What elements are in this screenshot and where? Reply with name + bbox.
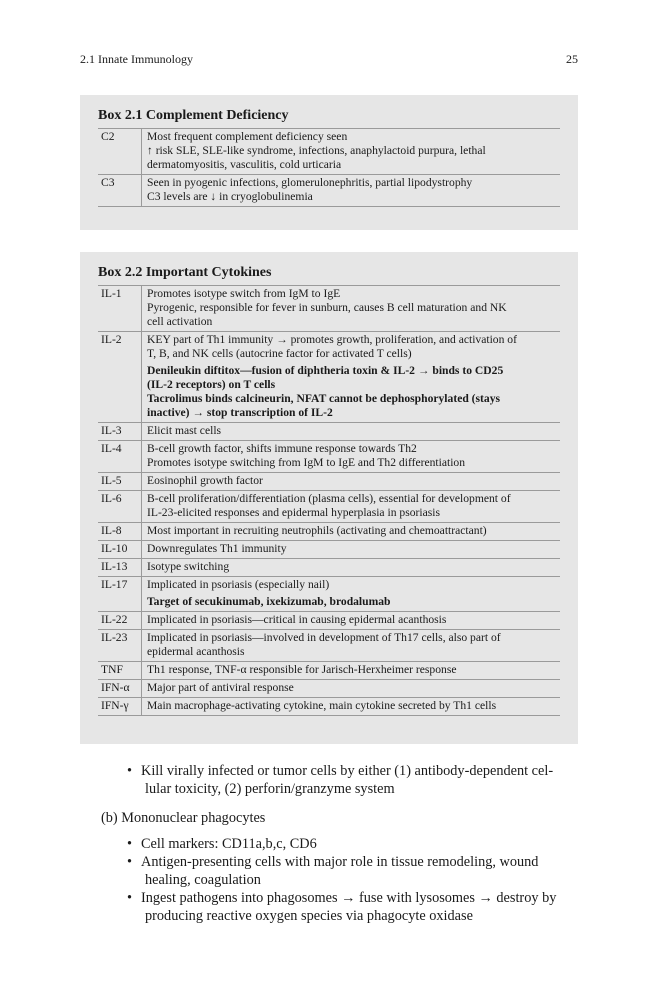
bullet-text: Kill virally infected or tumor cells by either (1) antibody-dependent cel- bbox=[141, 763, 554, 779]
description-line: B-cell growth factor, shifts immune response towards Th2 bbox=[147, 442, 417, 455]
box-title: Box 2.1 Complement Deficiency bbox=[98, 108, 289, 123]
description-line-bold: Tacrolimus binds calcineurin, NFAT cannot be dephosphorylated (stays bbox=[147, 392, 501, 405]
bullet-dot: • bbox=[127, 836, 133, 852]
table-row bbox=[98, 541, 560, 559]
description-line: T, B, and NK cells (autocrine factor for activated T cells) bbox=[147, 347, 412, 360]
description-line: cell activation bbox=[147, 315, 213, 328]
description-line-bold: Target of secukinumab, ixekizumab, brodalumab bbox=[147, 595, 391, 608]
section-heading-mononuclear-phagocytes: (b) Mononuclear phagocytes bbox=[101, 810, 266, 826]
row-term: IL-22 bbox=[98, 612, 142, 630]
table-row bbox=[98, 473, 560, 491]
bullet-apc bbox=[127, 853, 579, 889]
row-term: IL-8 bbox=[98, 523, 142, 541]
row-description bbox=[142, 423, 561, 441]
description-line: Eosinophil growth factor bbox=[147, 474, 263, 487]
description-line: Th1 response, TNF-α responsible for Jarisch-Herxheimer response bbox=[147, 663, 457, 676]
table-row bbox=[98, 630, 560, 662]
description-line: ↑ risk SLE, SLE-like syndrome, infections, anaphylactoid purpura, lethal bbox=[147, 144, 486, 157]
row-description bbox=[142, 129, 561, 175]
description-line: Most important in recruiting neutrophils (activating and chemoattractant) bbox=[147, 524, 487, 537]
running-head-section: 2.1 Innate Immunology bbox=[80, 52, 193, 66]
description-line: dermatomyositis, vasculitis, cold urticaria bbox=[147, 158, 342, 171]
table-row bbox=[98, 698, 560, 716]
row-description bbox=[142, 662, 561, 680]
description-line: Pyrogenic, responsible for fever in sunburn, causes B cell maturation and NK bbox=[147, 301, 507, 314]
row-description bbox=[142, 612, 561, 630]
bullet-dot: • bbox=[127, 763, 133, 779]
row-term: C3 bbox=[98, 175, 142, 207]
table-row bbox=[98, 577, 560, 612]
row-description bbox=[142, 332, 561, 423]
row-term: IL-23 bbox=[98, 630, 142, 662]
box-complement-deficiency bbox=[80, 95, 578, 230]
description-line: Promotes isotype switch from IgM to IgE bbox=[147, 287, 341, 300]
row-term: IL-13 bbox=[98, 559, 142, 577]
description-line: B-cell proliferation/differentiation (plasma cells), essential for development of bbox=[147, 492, 511, 505]
row-term: IL-5 bbox=[98, 473, 142, 491]
description-line: Major part of antiviral response bbox=[147, 681, 294, 694]
row-term: IL-3 bbox=[98, 423, 142, 441]
bullet-text: Antigen-presenting cells with major role in tissue remodeling, wound bbox=[141, 854, 539, 870]
bullet-ingest bbox=[127, 889, 579, 925]
row-term: IL-17 bbox=[98, 577, 142, 612]
description-line-bold: (IL-2 receptors) on T cells bbox=[147, 378, 276, 391]
table-row bbox=[98, 441, 560, 473]
row-term: IL-10 bbox=[98, 541, 142, 559]
bullet-text: Cell markers: CD11a,b,c, CD6 bbox=[141, 836, 317, 852]
table-row bbox=[98, 175, 560, 207]
row-term: IL-2 bbox=[98, 332, 142, 423]
table-row bbox=[98, 423, 560, 441]
table-row bbox=[98, 559, 560, 577]
row-description bbox=[142, 630, 561, 662]
table-row bbox=[98, 523, 560, 541]
row-description bbox=[142, 286, 561, 332]
box-important-cytokines bbox=[80, 252, 578, 744]
description-line: Promotes isotype switching from IgM to IgE and Th2 differentiation bbox=[147, 456, 466, 469]
bullet-dot: • bbox=[127, 854, 133, 870]
bullet-dot: • bbox=[127, 890, 133, 906]
bullet-nk-kill bbox=[127, 762, 579, 798]
description-line: C3 levels are ↓ in cryoglobulinemia bbox=[147, 190, 313, 203]
row-description bbox=[142, 541, 561, 559]
row-term: IL-1 bbox=[98, 286, 142, 332]
description-line-bold: Denileukin diftitox—fusion of diphtheria toxin & IL-2 → binds to CD25 bbox=[147, 364, 504, 377]
table-row bbox=[98, 286, 560, 332]
table-row bbox=[98, 129, 560, 175]
description-line: Most frequent complement deficiency seen bbox=[147, 130, 348, 143]
table-row bbox=[98, 612, 560, 630]
bullet-text: Ingest pathogens into phagosomes → fuse with lysosomes → destroy by bbox=[141, 890, 557, 906]
row-description bbox=[142, 473, 561, 491]
box-table bbox=[98, 128, 560, 207]
row-description bbox=[142, 441, 561, 473]
description-line: Seen in pyogenic infections, glomerulonephritis, partial lipodystrophy bbox=[147, 176, 473, 189]
row-description bbox=[142, 698, 561, 716]
description-line: IL-23-elicited responses and epidermal hyperplasia in psoriasis bbox=[147, 506, 440, 519]
description-line: KEY part of Th1 immunity → promotes growth, proliferation, and activation of bbox=[147, 333, 517, 346]
bullet-cell-markers bbox=[127, 835, 579, 853]
row-term: IL-6 bbox=[98, 491, 142, 523]
description-line: Elicit mast cells bbox=[147, 424, 222, 437]
row-description bbox=[142, 175, 561, 207]
bullet-text: producing reactive oxygen species via phagocyte oxidase bbox=[145, 908, 473, 924]
running-head bbox=[80, 52, 578, 67]
description-line: epidermal acanthosis bbox=[147, 645, 245, 658]
table-row bbox=[98, 680, 560, 698]
row-description bbox=[142, 491, 561, 523]
bullet-text: lular toxicity, (2) perforin/granzyme system bbox=[145, 781, 395, 797]
row-description bbox=[142, 559, 561, 577]
description-line: Implicated in psoriasis—involved in development of Th17 cells, also part of bbox=[147, 631, 501, 644]
description-line: Implicated in psoriasis (especially nail) bbox=[147, 578, 330, 591]
description-line: Main macrophage-activating cytokine, main cytokine secreted by Th1 cells bbox=[147, 699, 497, 712]
box-table bbox=[98, 285, 560, 716]
bullet-text: healing, coagulation bbox=[145, 872, 261, 888]
description-line: Downregulates Th1 immunity bbox=[147, 542, 287, 555]
table-row bbox=[98, 491, 560, 523]
description-line: Implicated in psoriasis—critical in causing epidermal acanthosis bbox=[147, 613, 447, 626]
row-description bbox=[142, 577, 561, 612]
row-description bbox=[142, 523, 561, 541]
row-term: IFN-α bbox=[98, 680, 142, 698]
table-row bbox=[98, 662, 560, 680]
row-term: C2 bbox=[98, 129, 142, 175]
row-description bbox=[142, 680, 561, 698]
row-term: TNF bbox=[98, 662, 142, 680]
page-number: 25 bbox=[566, 52, 578, 66]
description-line: Isotype switching bbox=[147, 560, 230, 573]
table-row bbox=[98, 332, 560, 423]
box-title: Box 2.2 Important Cytokines bbox=[98, 265, 272, 280]
description-line-bold: inactive) → stop transcription of IL-2 bbox=[147, 406, 333, 419]
row-term: IL-4 bbox=[98, 441, 142, 473]
row-term: IFN-γ bbox=[98, 698, 142, 716]
